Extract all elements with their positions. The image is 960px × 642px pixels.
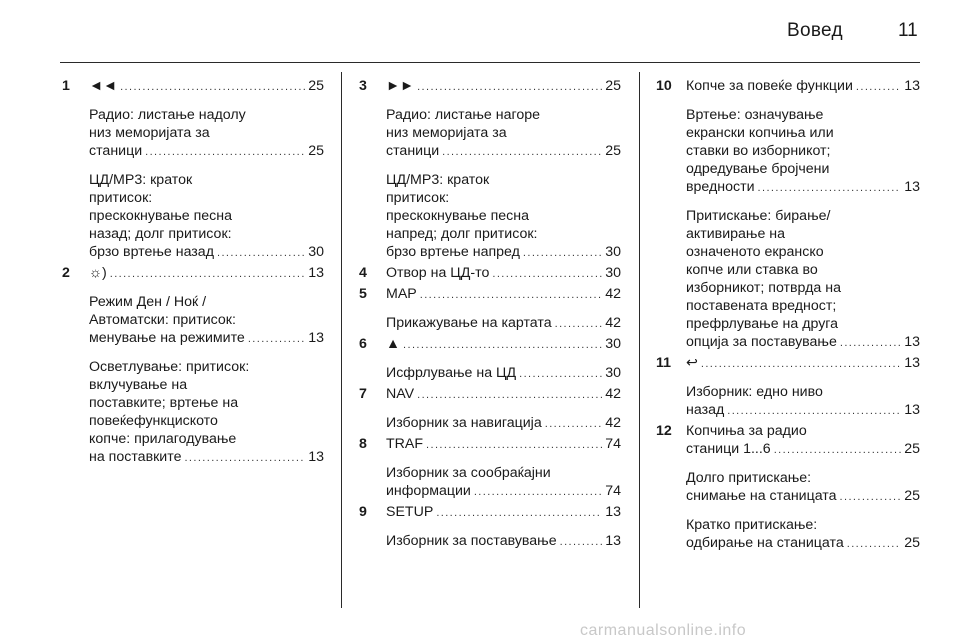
entry-heading-cont [686, 440, 920, 459]
entry-heading [386, 335, 621, 354]
entry-number: 9 [359, 504, 367, 520]
entry-body [686, 422, 920, 553]
description-line: Режим Ден / Ноќ / [89, 294, 207, 310]
dot-leader [840, 334, 901, 352]
dot-leader [727, 402, 901, 420]
page-ref: 13 [605, 533, 621, 549]
column-divider [639, 72, 640, 608]
dot-leader [110, 265, 305, 283]
entry-body [386, 77, 621, 262]
entry-text: снимање на станицата [686, 488, 837, 504]
entry-heading [386, 503, 621, 522]
entry-description [386, 464, 621, 501]
entry-text: TRAF [386, 436, 424, 452]
dot-leader [442, 143, 602, 161]
dot-leader [840, 488, 902, 506]
description-last-line [386, 243, 621, 262]
description-line: Изборник: едно ниво [686, 384, 823, 400]
column-divider [341, 72, 342, 608]
description-last-line [386, 414, 621, 433]
entry-text: Изборник за навигација [386, 415, 542, 431]
entry-description [386, 364, 621, 383]
dot-leader [560, 533, 603, 551]
entry-description [386, 532, 621, 551]
entry-text: ↩ [686, 355, 698, 371]
entry-text: станици 1...6 [686, 441, 771, 457]
description-line: Осветлување: притисок: [89, 359, 250, 375]
entry-number: 5 [359, 286, 367, 302]
index-entry [359, 77, 621, 262]
dot-leader [120, 78, 305, 96]
description-last-line [386, 142, 621, 161]
entry-text: ▲ [386, 336, 401, 352]
page-ref: 25 [904, 488, 920, 504]
entry-text: ◄◄ [89, 78, 118, 94]
description-line: напред; долг притисок: [386, 226, 538, 242]
description-last-line [686, 487, 920, 506]
entry-description [89, 106, 324, 161]
description-line: притисок: [89, 190, 153, 206]
description-line: префрлување на друга [686, 316, 839, 332]
page-number: 11 [898, 20, 918, 41]
entry-text: назад [686, 402, 725, 418]
entry-description [686, 469, 920, 506]
description-line: ЦД/MP3: краток [386, 172, 490, 188]
entry-description [686, 516, 920, 553]
entry-text: информации [386, 483, 471, 499]
entry-number: 12 [656, 423, 672, 439]
page-ref: 74 [605, 483, 621, 499]
description-line: активирање на [686, 226, 786, 242]
description-last-line [686, 401, 920, 420]
entry-heading [686, 77, 920, 96]
entry-description [386, 171, 621, 262]
dot-leader [184, 449, 305, 467]
dot-leader [436, 504, 602, 522]
page-ref: 13 [904, 402, 920, 418]
dot-leader [555, 315, 603, 333]
description-last-line [89, 329, 324, 348]
description-line: Кратко притискање: [686, 517, 818, 533]
entry-text: ►► [386, 78, 415, 94]
description-last-line [386, 482, 621, 501]
entry-number: 11 [656, 355, 671, 371]
page-ref: 30 [605, 365, 621, 381]
page-ref: 25 [308, 78, 324, 94]
index-entry [359, 335, 621, 383]
page-ref: 13 [308, 449, 324, 465]
index-entry [656, 77, 920, 352]
description-line: одредување бројчени [686, 161, 830, 177]
entry-text: SETUP [386, 504, 434, 520]
page-ref: 42 [605, 415, 621, 431]
entry-description [686, 207, 920, 352]
watermark: carmanualsonline.info [580, 622, 747, 639]
entry-body [386, 285, 621, 333]
index-entry [62, 264, 324, 467]
description-line: поставената вредност; [686, 298, 837, 314]
description-line: означеното екранско [686, 244, 824, 260]
dot-leader [519, 365, 602, 383]
description-last-line [686, 178, 920, 197]
entry-body [89, 264, 324, 467]
page-ref: 42 [605, 315, 621, 331]
page-ref: 30 [605, 336, 621, 352]
entry-heading [386, 264, 621, 283]
entry-text: опција за поставување [686, 334, 837, 350]
page-ref: 13 [904, 355, 920, 371]
dot-leader [217, 244, 305, 262]
entry-description [89, 293, 324, 348]
description-line: Автоматски: притисок: [89, 312, 236, 328]
description-line: Долго притискање: [686, 470, 812, 486]
entry-description [89, 171, 324, 262]
description-line: прескокнување песна [386, 208, 529, 224]
description-last-line [686, 333, 920, 352]
entry-text: на поставките [89, 449, 182, 465]
dot-leader [758, 179, 902, 197]
description-line: Вртење: означување [686, 107, 824, 123]
description-line: назад; долг притисок: [89, 226, 232, 242]
description-last-line [89, 448, 324, 467]
description-last-line [89, 142, 324, 161]
description-last-line [386, 532, 621, 551]
page-ref: 13 [308, 265, 324, 281]
entry-description [686, 106, 920, 197]
entry-text: станици [386, 143, 440, 159]
header-divider [60, 62, 920, 63]
description-line: копче или ставка во [686, 262, 818, 278]
entry-body [386, 335, 621, 383]
dot-leader [856, 78, 901, 96]
entry-text: MAP [386, 286, 417, 302]
entry-body [386, 385, 621, 433]
page-ref: 25 [605, 78, 621, 94]
index-entry [359, 435, 621, 501]
description-line: вклучување на [89, 377, 188, 393]
entry-number: 3 [359, 78, 367, 94]
page-ref: 13 [904, 78, 920, 94]
description-last-line [386, 364, 621, 383]
page-ref: 30 [605, 244, 621, 260]
entry-body [89, 77, 324, 262]
description-line: прескокнување песна [89, 208, 232, 224]
entry-number: 7 [359, 386, 367, 402]
page-ref: 74 [605, 436, 621, 452]
description-last-line [89, 243, 324, 262]
entry-body [386, 503, 621, 551]
description-line: екрански копчиња или [686, 125, 834, 141]
page-ref: 25 [904, 441, 920, 457]
dot-leader [774, 441, 902, 459]
index-entry [359, 503, 621, 551]
description-line: поставките; вртење на [89, 395, 239, 411]
entry-text: Отвор на ЦД-то [386, 265, 490, 281]
dot-leader [701, 355, 901, 373]
entry-description [386, 414, 621, 433]
description-line: Радио: листање нагоре [386, 107, 541, 123]
page-ref: 13 [904, 179, 920, 195]
dot-leader [492, 265, 602, 283]
page-ref: 30 [308, 244, 324, 260]
entry-number: 6 [359, 336, 367, 352]
entry-text: брзо вртење напред [386, 244, 520, 260]
entry-text: одбирање на станицата [686, 535, 844, 551]
description-line: низ меморијата за [386, 125, 507, 141]
entry-text: вредности [686, 179, 755, 195]
description-line: притисок: [386, 190, 450, 206]
dot-leader [248, 330, 305, 348]
entry-body [686, 77, 920, 352]
description-last-line [686, 534, 920, 553]
chapter-title: Вовед [787, 20, 843, 41]
entry-number: 1 [62, 78, 70, 94]
index-column-2 [359, 77, 621, 551]
index-column-3 [656, 77, 920, 553]
entry-heading [386, 435, 621, 454]
page-ref: 25 [308, 143, 324, 159]
entry-text: брзо вртење назад [89, 244, 214, 260]
entry-description [89, 358, 324, 467]
entry-number: 10 [656, 78, 672, 94]
page-ref: 30 [605, 265, 621, 281]
index-entry [656, 354, 920, 420]
entry-heading [386, 385, 621, 404]
entry-heading [89, 264, 324, 283]
description-line: низ меморијата за [89, 125, 210, 141]
page-ref: 25 [904, 535, 920, 551]
entry-text: Прикажување на картата [386, 315, 552, 331]
entry-text: Копче за повеќе функции [686, 78, 853, 94]
entry-heading: Копчиња за радио [686, 423, 807, 439]
description-line: ставки во изборникот; [686, 143, 831, 159]
dot-leader [523, 244, 602, 262]
entry-description [386, 106, 621, 161]
index-column-1 [62, 77, 324, 467]
description-line: Изборник за сообраќајни [386, 465, 551, 481]
description-line: повеќефункциското [89, 413, 218, 429]
dot-leader [420, 286, 602, 304]
entry-body [686, 354, 920, 420]
index-entry [656, 422, 920, 553]
dot-leader [145, 143, 305, 161]
page-ref: 13 [308, 330, 324, 346]
dot-leader [417, 78, 602, 96]
entry-text: ☼) [89, 265, 107, 281]
dot-leader [417, 386, 602, 404]
description-last-line [386, 314, 621, 333]
entry-heading [386, 77, 621, 96]
index-entry [359, 385, 621, 433]
entry-description [686, 383, 920, 420]
entry-description [386, 314, 621, 333]
page-ref: 13 [605, 504, 621, 520]
dot-leader [545, 415, 602, 433]
dot-leader [403, 336, 602, 354]
description-line: копче: прилагодување [89, 431, 237, 447]
entry-text: менување на режимите [89, 330, 245, 346]
index-entry [359, 264, 621, 283]
page-ref: 42 [605, 286, 621, 302]
dot-leader [474, 483, 602, 501]
entry-text: NAV [386, 386, 415, 402]
entry-text: Исфрлување на ЦД [386, 365, 517, 381]
dot-leader [426, 436, 602, 454]
description-line: Радио: листање надолу [89, 107, 246, 123]
entry-heading [386, 285, 621, 304]
entry-number: 2 [62, 265, 70, 281]
description-line: ЦД/MP3: краток [89, 172, 193, 188]
page-ref: 25 [605, 143, 621, 159]
index-entry [359, 285, 621, 333]
index-entry [62, 77, 324, 262]
entry-text: станици [89, 143, 143, 159]
description-line: изборникот; потврда на [686, 280, 841, 296]
page-ref: 13 [904, 334, 920, 350]
entry-heading [89, 77, 324, 96]
entry-body [386, 264, 621, 283]
dot-leader [847, 535, 901, 553]
description-line: Притискање: бирање/ [686, 208, 831, 224]
entry-body [386, 435, 621, 501]
entry-heading [686, 354, 920, 373]
entry-text: Изборник за поставување [386, 533, 557, 549]
entry-number: 4 [359, 265, 367, 281]
page-ref: 42 [605, 386, 621, 402]
entry-number: 8 [359, 436, 367, 452]
